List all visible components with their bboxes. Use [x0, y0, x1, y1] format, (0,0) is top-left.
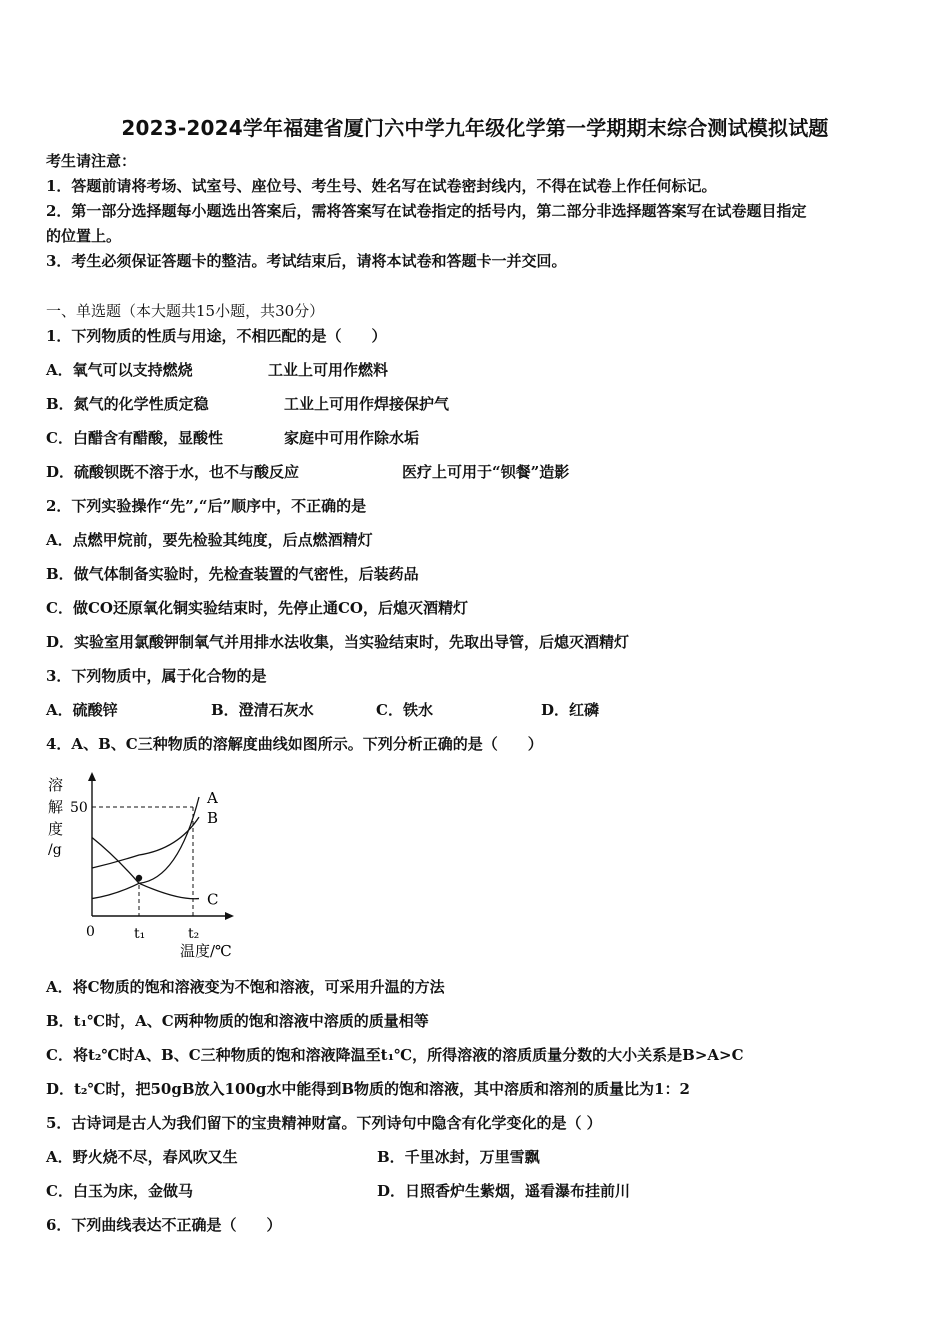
q4-option-c: C．将t₂℃时A、B、C三种物质的饱和溶液降温至t₁℃，所得溶液的溶质质量分数的大小关系是B>A>C: [46, 1046, 744, 1064]
y-axis-arrow: [88, 772, 96, 781]
page-title: 2023-2024学年福建省厦门六中学九年级化学第一学期期末综合测试模拟试题: [121, 116, 829, 140]
q5-option-b: B．千里冰封，万里雪飘: [377, 1148, 540, 1166]
q3-option-b: B．澄清石灰水: [211, 701, 314, 719]
q2-option-d: D．实验室用氯酸钾制氧气并用排水法收集，当实验结束时，先取出导管，后熄灭酒精灯: [46, 633, 630, 651]
origin-label: 0: [86, 924, 95, 940]
q1-option-c-property: C．白醋含有醋酸，显酸性: [46, 429, 223, 447]
q5-options-row1: [46, 1147, 540, 1167]
notice-item-2: 2．第一部分选择题每小题选出答案后，需将答案写在试卷指定的括号内，第二部分非选择题答案写在试卷题目指定: [46, 202, 807, 220]
x-tick-label: t₂: [188, 926, 200, 942]
q3-stem: 3．下列物质中，属于化合物的是: [46, 667, 267, 685]
series-label-c: C: [207, 890, 219, 909]
x-axis-arrow: [225, 912, 234, 920]
notice-item-2-cont: 的位置上。: [46, 227, 122, 245]
q2-option-c: C．做CO还原氧化铜实验结束时，先停止通CO，后熄灭酒精灯: [46, 599, 468, 617]
y-label-char: /g: [48, 842, 62, 858]
solubility-chart: [40, 768, 250, 968]
notice-heading: 考生请注意：: [46, 152, 137, 170]
q2-option-a: A．点燃甲烷前，要先检验其纯度，后点燃酒精灯: [46, 531, 373, 549]
intersection-point: [136, 875, 142, 881]
q3-options: [46, 700, 599, 720]
q3-option-a: A．硫酸锌: [46, 701, 118, 719]
q5-option-a: A．野火烧不尽，春风吹又生: [46, 1148, 238, 1166]
q3-option-c: C．铁水: [376, 701, 433, 719]
notice-item-3: 3．考生必须保证答题卡的整洁。考试结束后，请将本试卷和答题卡一并交回。: [46, 252, 567, 270]
q5-option-d: D．日照香炉生紫烟，遥看瀑布挂前川: [377, 1182, 631, 1200]
q1-option-d-use: 医疗上可用于“钡餐”造影: [402, 463, 570, 481]
q4-option-d: D．t₂℃时，把50gB放入100g水中能得到B物质的饱和溶液，其中溶质和溶剂的质量比为1：2: [46, 1080, 690, 1098]
q1-option-d-property: D．硫酸钡既不溶于水，也不与酸反应: [46, 463, 300, 481]
q1-option-d: [46, 462, 569, 482]
series-label-a: A: [207, 789, 218, 807]
curve-c: [92, 838, 199, 899]
x-tick-label: t₁: [134, 926, 146, 942]
q1-option-a-use: 工业上可用作燃料: [268, 361, 389, 379]
q1-option-b-property: B．氮气的化学性质定稳: [46, 395, 209, 413]
y-label-char: 度: [48, 820, 64, 838]
q3-option-d: D．红磷: [541, 701, 600, 719]
q1-option-c-use: 家庭中可用作除水垢: [284, 429, 420, 447]
q1-stem: 1．下列物质的性质与用途，不相匹配的是（ ）: [46, 327, 387, 345]
q5-options-row2: [46, 1181, 630, 1201]
series-label-b: B: [207, 809, 219, 828]
section-heading: 一、单选题（本大题共15小题，共30分）: [46, 302, 325, 320]
y-tick-label: 50: [70, 800, 88, 816]
q1-option-a-property: A．氧气可以支持燃烧: [46, 361, 193, 379]
q4-option-b: B．t₁℃时，A、C两种物质的饱和溶液中溶质的质量相等: [46, 1012, 429, 1030]
q1-option-c: [46, 428, 419, 448]
q1-option-b-use: 工业上可用作焊接保护气: [284, 395, 450, 413]
y-label-char: 解: [48, 798, 64, 816]
q1-option-a: [46, 360, 388, 380]
notice-item-1: 1．答题前请将考场、试室号、座位号、考生号、姓名写在试卷密封线内，不得在试卷上作任何标记。: [46, 177, 717, 195]
q2-stem: 2．下列实验操作“先”,“后”顺序中，不正确的是: [46, 497, 367, 515]
q1-option-b: [46, 394, 449, 414]
q4-stem: 4．A、B、C三种物质的溶解度曲线如图所示。下列分析正确的是（ ）: [46, 735, 543, 753]
q5-stem: 5．古诗词是古人为我们留下的宝贵精神财富。下列诗句中隐含有化学变化的是（ ）: [46, 1114, 602, 1132]
q5-option-c: C．白玉为床，金做马: [46, 1182, 193, 1200]
q4-option-a: A．将C物质的饱和溶液变为不饱和溶液，可采用升温的方法: [46, 978, 445, 996]
y-label-char: 溶: [48, 776, 64, 794]
curve-a: [92, 797, 199, 899]
q6-stem: 6．下列曲线表达不正确是（ ）: [46, 1216, 282, 1234]
q2-option-b: B．做气体制备实验时，先检查装置的气密性，后装药品: [46, 565, 419, 583]
x-axis-label: 温度/℃: [180, 942, 232, 960]
